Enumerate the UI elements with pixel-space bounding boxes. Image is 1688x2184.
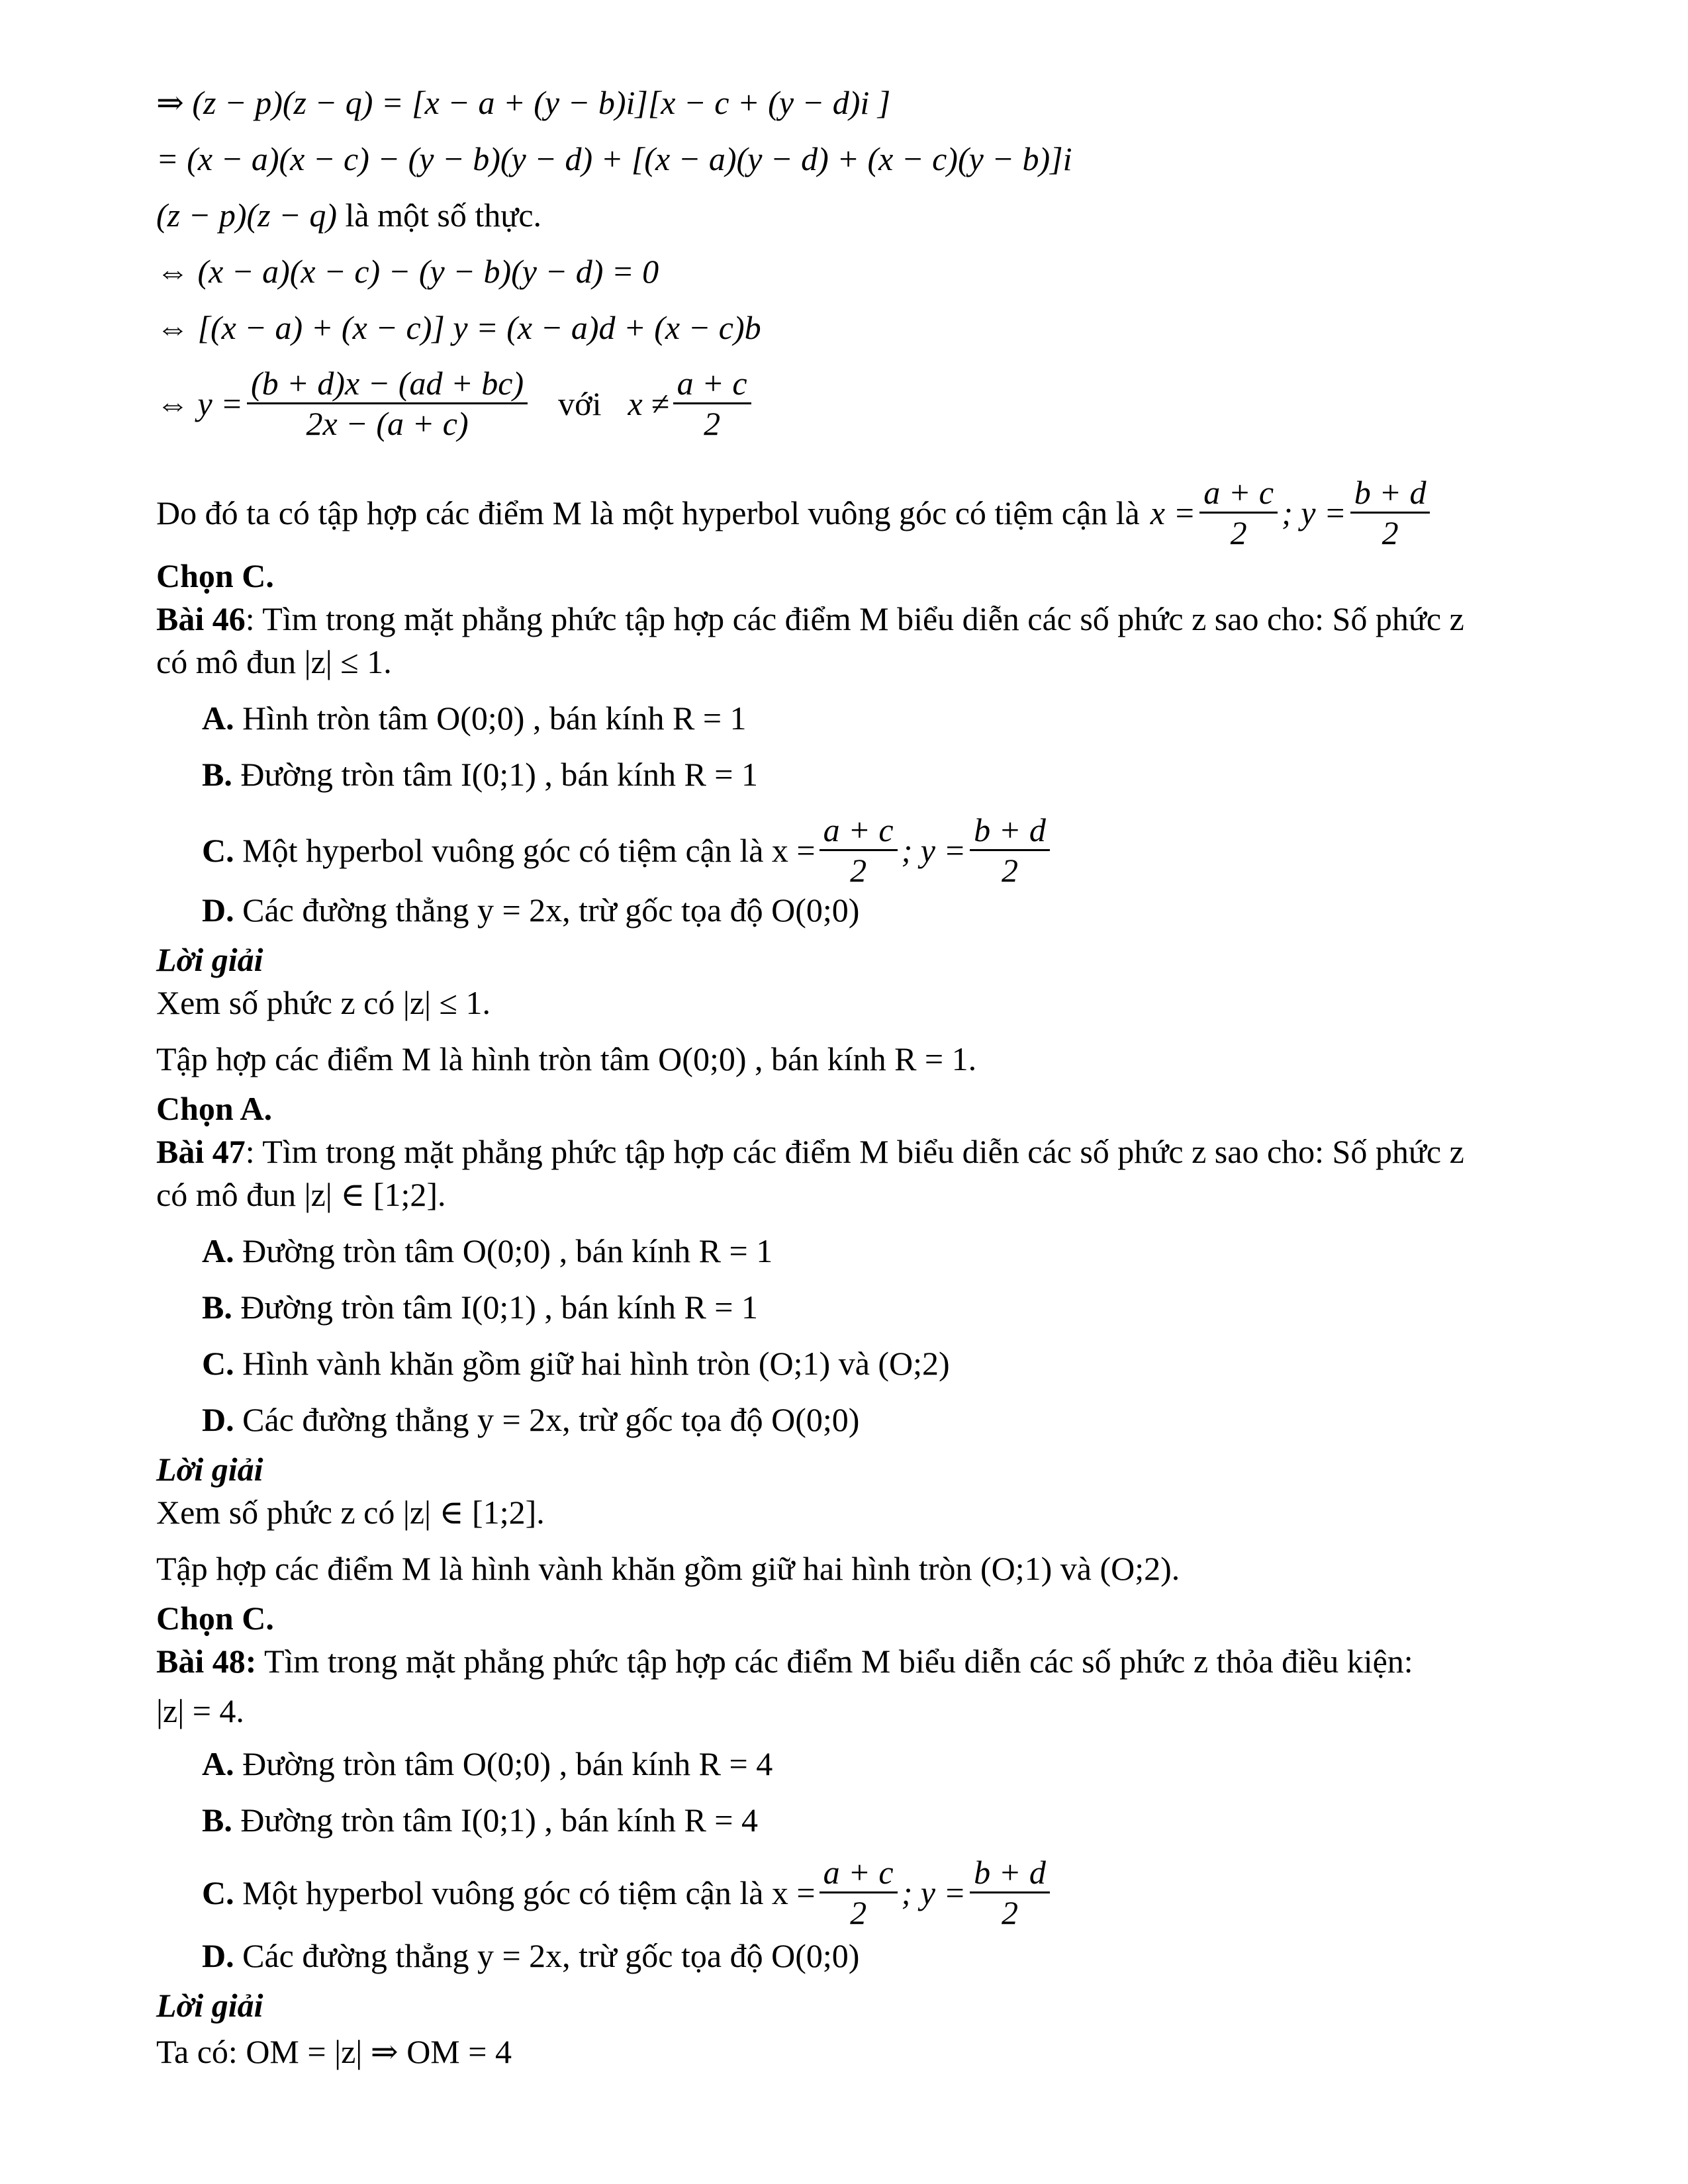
bai47-option-c-text: Hình vành khăn gồm giữ hai hình tròn (O;1) và (O;2) — [242, 1345, 950, 1382]
conclusion-x: x = — [1150, 494, 1196, 531]
bai48-c-xnum: a + c — [820, 1853, 898, 1893]
bai48-option-c-key: C. — [202, 1874, 234, 1911]
bai47-question-1 — [156, 1132, 1464, 1171]
bai48-option-c-text: Một hyperbol vuông góc có tiệm cận là x = — [242, 1874, 816, 1911]
bai48-c-xden: 2 — [850, 1894, 867, 1931]
conclusion-x-numerator: a + c — [1199, 473, 1278, 514]
bai48-option-b — [202, 1800, 758, 1840]
bai46-question-2: có mô đun |z| ≤ 1. — [156, 643, 392, 680]
line-6-numerator: (b + d)x − (ad + bc) — [247, 364, 528, 404]
bai46-option-a — [202, 698, 747, 738]
bai46-c-yden: 2 — [1002, 852, 1019, 889]
derivation-line-4: ⇔ (x − a)(x − c) − (y − b)(y − d) = 0 — [156, 253, 659, 290]
conclusion-x-fraction — [1199, 473, 1278, 552]
bai47-option-a-key: A. — [202, 1232, 234, 1269]
line-6-denominator: 2x − (a + c) — [306, 405, 469, 442]
conclusion-y: ; y = — [1282, 494, 1346, 531]
bai47-option-b-key: B. — [202, 1289, 232, 1326]
bai47-question-2: có mô đun |z| ∈ [1;2]. — [156, 1176, 446, 1213]
bai47-option-b — [202, 1287, 758, 1327]
bai46-c-xnum: a + c — [820, 811, 898, 851]
bai47-option-d-text: Các đường thẳng y = 2x, trừ gốc tọa độ O(0;0) — [242, 1401, 860, 1438]
bai48-option-b-key: B. — [202, 1801, 232, 1839]
bai47-option-a — [202, 1231, 773, 1271]
bai46-option-d — [202, 890, 859, 930]
bai46-answer: Chọn A. — [156, 1090, 273, 1127]
bai48-option-c — [202, 1853, 1054, 1932]
bai46-option-a-key: A. — [202, 700, 234, 737]
bai46-solution-2: Tập hợp các điểm M là hình tròn tâm O(0;0) , bán kính R = 1. — [156, 1040, 977, 1077]
line-6-cond-denominator: 2 — [704, 405, 721, 442]
bai47-question-text: : Tìm trong mặt phẳng phức tập hợp các điểm M biểu diễn các số phức z sao cho: Số phức z — [245, 1133, 1464, 1170]
bai46-option-c-y-fraction — [970, 811, 1050, 889]
bai48-option-d-key: D. — [202, 1937, 234, 1974]
bai46-option-b — [202, 754, 758, 794]
bai48-c-ynum: b + d — [970, 1853, 1050, 1893]
bai46-option-a-text: Hình tròn tâm O(0;0) , bán kính R = 1 — [242, 700, 747, 737]
bai48-option-a — [202, 1744, 773, 1784]
bai47-solution-2: Tập hợp các điểm M là hình vành khăn gồm giữ hai hình tròn (O;1) và (O;2). — [156, 1550, 1180, 1587]
bai47-option-c — [202, 1343, 950, 1383]
line-6-fraction — [247, 364, 528, 443]
bai47-label: Bài 47 — [156, 1133, 246, 1170]
bai47-solution-label: Lời giải — [156, 1451, 263, 1488]
bai46-c-ynum: b + d — [970, 811, 1050, 851]
bai47-option-d-key: D. — [202, 1401, 234, 1438]
bai48-question-1 — [156, 1641, 1413, 1681]
bai48-option-d-text: Các đường thẳng y = 2x, trừ gốc tọa độ O(0;0) — [242, 1937, 860, 1974]
conclusion-y-denominator: 2 — [1382, 514, 1399, 551]
line-6-lhs: ⇔ y = — [156, 385, 243, 422]
conclusion-text: Do đó ta có tập hợp các điểm M là một hyperbol vuông góc có tiệm cận là — [156, 494, 1140, 531]
bai46-option-c-text: Một hyperbol vuông góc có tiệm cận là x = — [242, 831, 816, 869]
derivation-line-5: ⇔ [(x − a) + (x − c)] y = (x − a)d + (x − c)b — [156, 309, 761, 346]
conclusion-y-numerator: b + d — [1350, 473, 1430, 514]
line-6-cond-numerator: a + c — [673, 364, 751, 404]
bai47-solution-1: Xem số phức z có |z| ∈ [1;2]. — [156, 1494, 545, 1531]
bai46-option-d-key: D. — [202, 891, 234, 929]
bai48-solution-label: Lời giải — [156, 1987, 263, 2024]
bai46-c-xden: 2 — [850, 852, 867, 889]
bai46-solution-label: Lời giải — [156, 941, 263, 978]
bai48-c-yden: 2 — [1002, 1894, 1019, 1931]
bai48-option-a-key: A. — [202, 1745, 234, 1782]
bai46-question-1 — [156, 599, 1464, 639]
conclusion-y-fraction — [1350, 473, 1430, 552]
bai48-question-text: Tìm trong mặt phẳng phức tập hợp các điểm M biểu diễn các số phức z thỏa điều kiện: — [256, 1643, 1413, 1680]
bai47-option-c-key: C. — [202, 1345, 234, 1382]
bai48-option-c-y-fraction — [970, 1853, 1050, 1932]
answer-derivation: Chọn C. — [156, 557, 274, 594]
bai48-label: Bài 48: — [156, 1643, 257, 1680]
bai46-option-c — [202, 811, 1054, 889]
derivation-line-6 — [156, 364, 755, 443]
bai48-option-b-text: Đường tròn tâm I(0;1) , bán kính R = 4 — [240, 1801, 758, 1839]
bai48-option-c-y: ; y = — [901, 1874, 966, 1911]
derivation-line-3 — [156, 195, 541, 235]
bai47-option-b-text: Đường tròn tâm I(0;1) , bán kính R = 1 — [240, 1289, 758, 1326]
derivation-line-3-math: (z − p)(z − q) — [156, 197, 337, 234]
bai46-option-b-text: Đường tròn tâm I(0;1) , bán kính R = 1 — [240, 756, 758, 793]
bai48-solution-1: Ta có: OM = |z| ⇒ OM = 4 — [156, 2033, 512, 2070]
bai46-option-b-key: B. — [202, 756, 232, 793]
bai46-option-c-x-fraction — [820, 811, 898, 889]
bai46-solution-1: Xem số phức z có |z| ≤ 1. — [156, 984, 491, 1021]
line-6-cond-fraction — [673, 364, 751, 443]
conclusion-x-denominator: 2 — [1230, 514, 1247, 551]
bai48-option-c-x-fraction — [820, 1853, 898, 1932]
bai48-question-2: |z| = 4. — [156, 1692, 244, 1729]
bai46-label: Bài 46 — [156, 600, 246, 637]
derivation-line-3-text: là một số thực. — [337, 197, 542, 234]
bai47-option-a-text: Đường tròn tâm O(0;0) , bán kính R = 1 — [242, 1232, 773, 1269]
bai46-option-c-key: C. — [202, 831, 234, 869]
bai48-option-a-text: Đường tròn tâm O(0;0) , bán kính R = 4 — [242, 1745, 773, 1782]
bai46-question-text: : Tìm trong mặt phẳng phức tập hợp các điểm M biểu diễn các số phức z sao cho: Số phức z — [245, 600, 1464, 637]
derivation-line-1: ⇒ (z − p)(z − q) = [x − a + (y − b)i][x − c + (y − d)i ] — [156, 84, 891, 121]
line-6-with: với — [558, 385, 602, 422]
line-6-cond: x ≠ — [628, 385, 669, 422]
bai47-option-d — [202, 1400, 859, 1439]
bai47-answer: Chọn C. — [156, 1600, 274, 1637]
bai46-option-c-y: ; y = — [901, 831, 966, 869]
bai48-option-d — [202, 1936, 859, 1976]
conclusion-line — [156, 473, 1434, 552]
derivation-line-2: = (x − a)(x − c) − (y − b)(y − d) + [(x − a)(y − d) + (x − c)(y − b)]i — [156, 140, 1072, 177]
bai46-option-d-text: Các đường thẳng y = 2x, trừ gốc tọa độ O(0;0) — [242, 891, 860, 929]
